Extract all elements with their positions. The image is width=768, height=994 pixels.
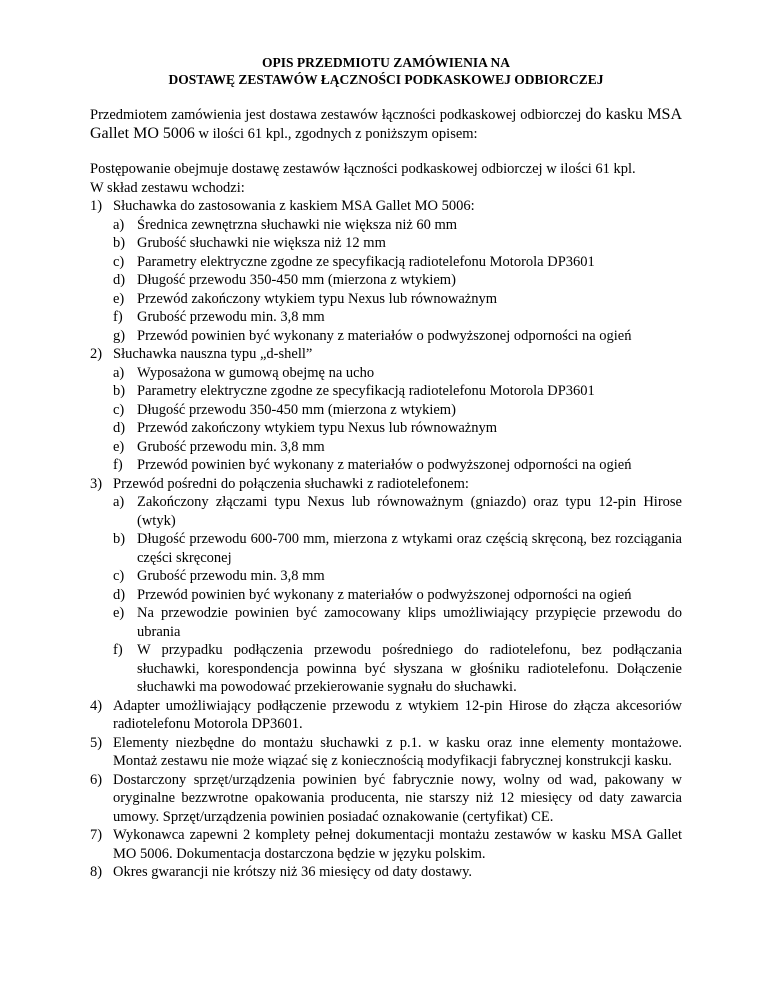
sub-item-text: Przewód zakończony wtykiem typu Nexus lub równoważnym bbox=[137, 290, 498, 307]
sub-item-text: Średnica zewnętrzna słuchawki nie większa niż 60 mm bbox=[137, 216, 458, 233]
sub-list-item bbox=[113, 327, 682, 346]
sub-list-item bbox=[113, 438, 682, 457]
sub-item-letter: a) bbox=[113, 216, 125, 233]
sub-item-text: Parametry elektryczne zgodne ze specyfikacją radiotelefonu Motorola DP3601 bbox=[137, 383, 595, 399]
sub-item-letter: f) bbox=[113, 457, 123, 473]
sub-item-letter: c) bbox=[113, 401, 125, 418]
lead-line-2: W skład zestawu wchodzi: bbox=[90, 179, 245, 196]
sub-list-item bbox=[113, 401, 682, 420]
sub-list-item bbox=[113, 271, 682, 290]
sub-item-letter: d) bbox=[113, 586, 126, 603]
list-item bbox=[90, 197, 682, 345]
sub-item-letter: c) bbox=[113, 253, 125, 270]
title-line-1: OPIS PRZEDMIOTU ZAMÓWIENIA NA bbox=[262, 55, 510, 70]
sub-list bbox=[113, 216, 682, 346]
sub-list-item bbox=[113, 641, 682, 697]
document-title bbox=[90, 54, 682, 88]
sub-item-text: Grubość słuchawki nie większa niż 12 mm bbox=[137, 235, 386, 251]
sub-item-text: Wyposażona w gumową obejmę na ucho bbox=[137, 364, 375, 381]
sub-item-letter: d) bbox=[113, 272, 126, 288]
sub-list-item bbox=[113, 308, 682, 327]
list-item bbox=[90, 345, 682, 475]
sub-item-letter: a) bbox=[113, 364, 125, 381]
sub-item-text: Przewód powinien być wykonany z materiałów o podwyższonej odporności na ogień bbox=[137, 586, 632, 603]
sub-list-item bbox=[113, 586, 682, 605]
sub-list-item bbox=[113, 604, 682, 641]
sub-list-item bbox=[113, 382, 682, 401]
item-text: Słuchawka nauszna typu „d-shell” bbox=[113, 346, 313, 362]
list-item bbox=[90, 475, 682, 697]
item-text: Adapter umożliwiający podłączenie przewodu z wtykiem 12-pin Hirose do złącza akcesoriów radiotelefonu Motorola DP3601. bbox=[113, 697, 682, 732]
sub-item-letter: c) bbox=[113, 568, 125, 584]
sub-item-text: Grubość przewodu min. 3,8 mm bbox=[137, 309, 325, 325]
list-item bbox=[90, 826, 682, 863]
item-number: 8) bbox=[90, 864, 103, 880]
item-number: 1) bbox=[90, 198, 103, 214]
sub-list-item bbox=[113, 530, 682, 567]
item-number: 2) bbox=[90, 346, 103, 362]
sub-item-text: Przewód zakończony wtykiem typu Nexus lub równoważnym bbox=[137, 420, 498, 436]
intro-part-2: do kasku MSA Gallet MO 5006 bbox=[90, 106, 682, 142]
sub-item-text: Parametry elektryczne zgodne ze specyfikacją radiotelefonu Motorola DP3601 bbox=[137, 253, 595, 270]
sub-item-letter: f) bbox=[113, 309, 123, 325]
title-line-2: DOSTAWĘ ZESTAWÓW ŁĄCZNOŚCI PODKASKOWEJ ODBIORCZEJ bbox=[168, 72, 604, 87]
sub-item-text: Zakończony złączami typu Nexus lub równoważnym (gniazdo) oraz typu 12-pin Hirose (wtyk) bbox=[137, 494, 682, 529]
list-item bbox=[90, 863, 682, 882]
lead-line-1: Postępowanie obejmuje dostawę zestawów łączności podkaskowej odbiorczej w ilości 61 kpl. bbox=[90, 161, 636, 177]
sub-list-item bbox=[113, 567, 682, 586]
sub-item-text: Przewód powinien być wykonany z materiałów o podwyższonej odporności na ogień bbox=[137, 457, 632, 473]
sub-item-letter: g) bbox=[113, 327, 126, 344]
sub-item-letter: d) bbox=[113, 420, 126, 436]
item-number: 7) bbox=[90, 827, 103, 843]
sub-list-item bbox=[113, 216, 682, 235]
sub-item-letter: f) bbox=[113, 642, 123, 658]
sub-list-item bbox=[113, 493, 682, 530]
sub-item-text: Przewód powinien być wykonany z materiałów o podwyższonej odporności na ogień bbox=[137, 327, 632, 344]
sub-item-letter: e) bbox=[113, 290, 125, 307]
item-number: 6) bbox=[90, 771, 103, 788]
sub-item-text: Długość przewodu 350-450 mm (mierzona z wtykiem) bbox=[137, 272, 456, 288]
sub-item-text: W przypadku podłączenia przewodu pośredniego do radiotelefonu, bez podłączania słuchawki, korespondencja powinna być słyszana w głośniku radiotelefonu. Dołączenie słuchawki ma powodować przekierowanie sygnału do słuchawki. bbox=[137, 642, 682, 695]
sub-item-text: Długość przewodu 600-700 mm, mierzona z wtykami oraz częścią skręconą, bez rozciągania części skręconej bbox=[137, 531, 682, 566]
item-text: Słuchawka do zastosowania z kaskiem MSA Gallet MO 5006: bbox=[113, 198, 475, 214]
intro-paragraph bbox=[90, 106, 682, 143]
sub-item-text: Grubość przewodu min. 3,8 mm bbox=[137, 438, 325, 455]
sub-list-item bbox=[113, 364, 682, 383]
sub-list-item bbox=[113, 253, 682, 272]
sub-list-item bbox=[113, 456, 682, 475]
document-page bbox=[90, 54, 682, 882]
list-item bbox=[90, 771, 682, 827]
item-number: 5) bbox=[90, 734, 103, 751]
item-text: Okres gwarancji nie krótszy niż 36 miesięcy od daty dostawy. bbox=[113, 864, 473, 880]
sub-item-letter: e) bbox=[113, 605, 125, 621]
item-number: 3) bbox=[90, 475, 103, 492]
requirements-list bbox=[90, 197, 682, 882]
sub-item-text: Grubość przewodu min. 3,8 mm bbox=[137, 568, 325, 584]
sub-list bbox=[113, 364, 682, 475]
sub-item-letter: e) bbox=[113, 438, 125, 455]
item-text: Przewód pośredni do połączenia słuchawki z radiotelefonem: bbox=[113, 475, 469, 492]
sub-item-text: Długość przewodu 350-450 mm (mierzona z wtykiem) bbox=[137, 401, 456, 418]
sub-list-item bbox=[113, 290, 682, 309]
sub-item-text: Na przewodzie powinien być zamocowany klips umożliwiający przypięcie przewodu do ubrania bbox=[137, 605, 682, 640]
item-text: Wykonawca zapewni 2 komplety pełnej dokumentacji montażu zestawów w kasku MSA Gallet MO 5006. Dokumentacja dostarczona będzie w języku polskim. bbox=[113, 827, 682, 862]
intro-part-1: Przedmiotem zamówienia jest dostawa zestawów łączności podkaskowej odbiorczej bbox=[90, 107, 586, 123]
sub-list bbox=[113, 493, 682, 697]
item-number: 4) bbox=[90, 697, 103, 714]
sub-item-letter: b) bbox=[113, 383, 126, 399]
sub-list-item bbox=[113, 419, 682, 438]
specification-body bbox=[90, 160, 682, 882]
list-item bbox=[90, 734, 682, 771]
sub-item-letter: b) bbox=[113, 531, 126, 547]
item-text: Elementy niezbędne do montażu słuchawki z p.1. w kasku oraz inne elementy montażowe. Montaż zestawu nie może wiązać się z koniecznością modyfikacji fabrycznej konstrukcji kasku. bbox=[113, 734, 682, 769]
sub-list-item bbox=[113, 234, 682, 253]
item-text: Dostarczony sprzęt/urządzenia powinien być fabrycznie nowy, wolny od wad, pakowany w oryginalne bezzwrotne opakowania producenta, nie starszy niż 12 miesięcy od daty zawarcia umowy. Sprzęt/urządzenia powinien posiadać oznakowanie (certyfikat) CE. bbox=[113, 771, 682, 825]
intro-part-3: w ilości 61 kpl., zgodnych z poniższym opisem: bbox=[194, 125, 478, 142]
sub-item-letter: b) bbox=[113, 235, 126, 251]
list-item bbox=[90, 697, 682, 734]
sub-item-letter: a) bbox=[113, 494, 125, 510]
